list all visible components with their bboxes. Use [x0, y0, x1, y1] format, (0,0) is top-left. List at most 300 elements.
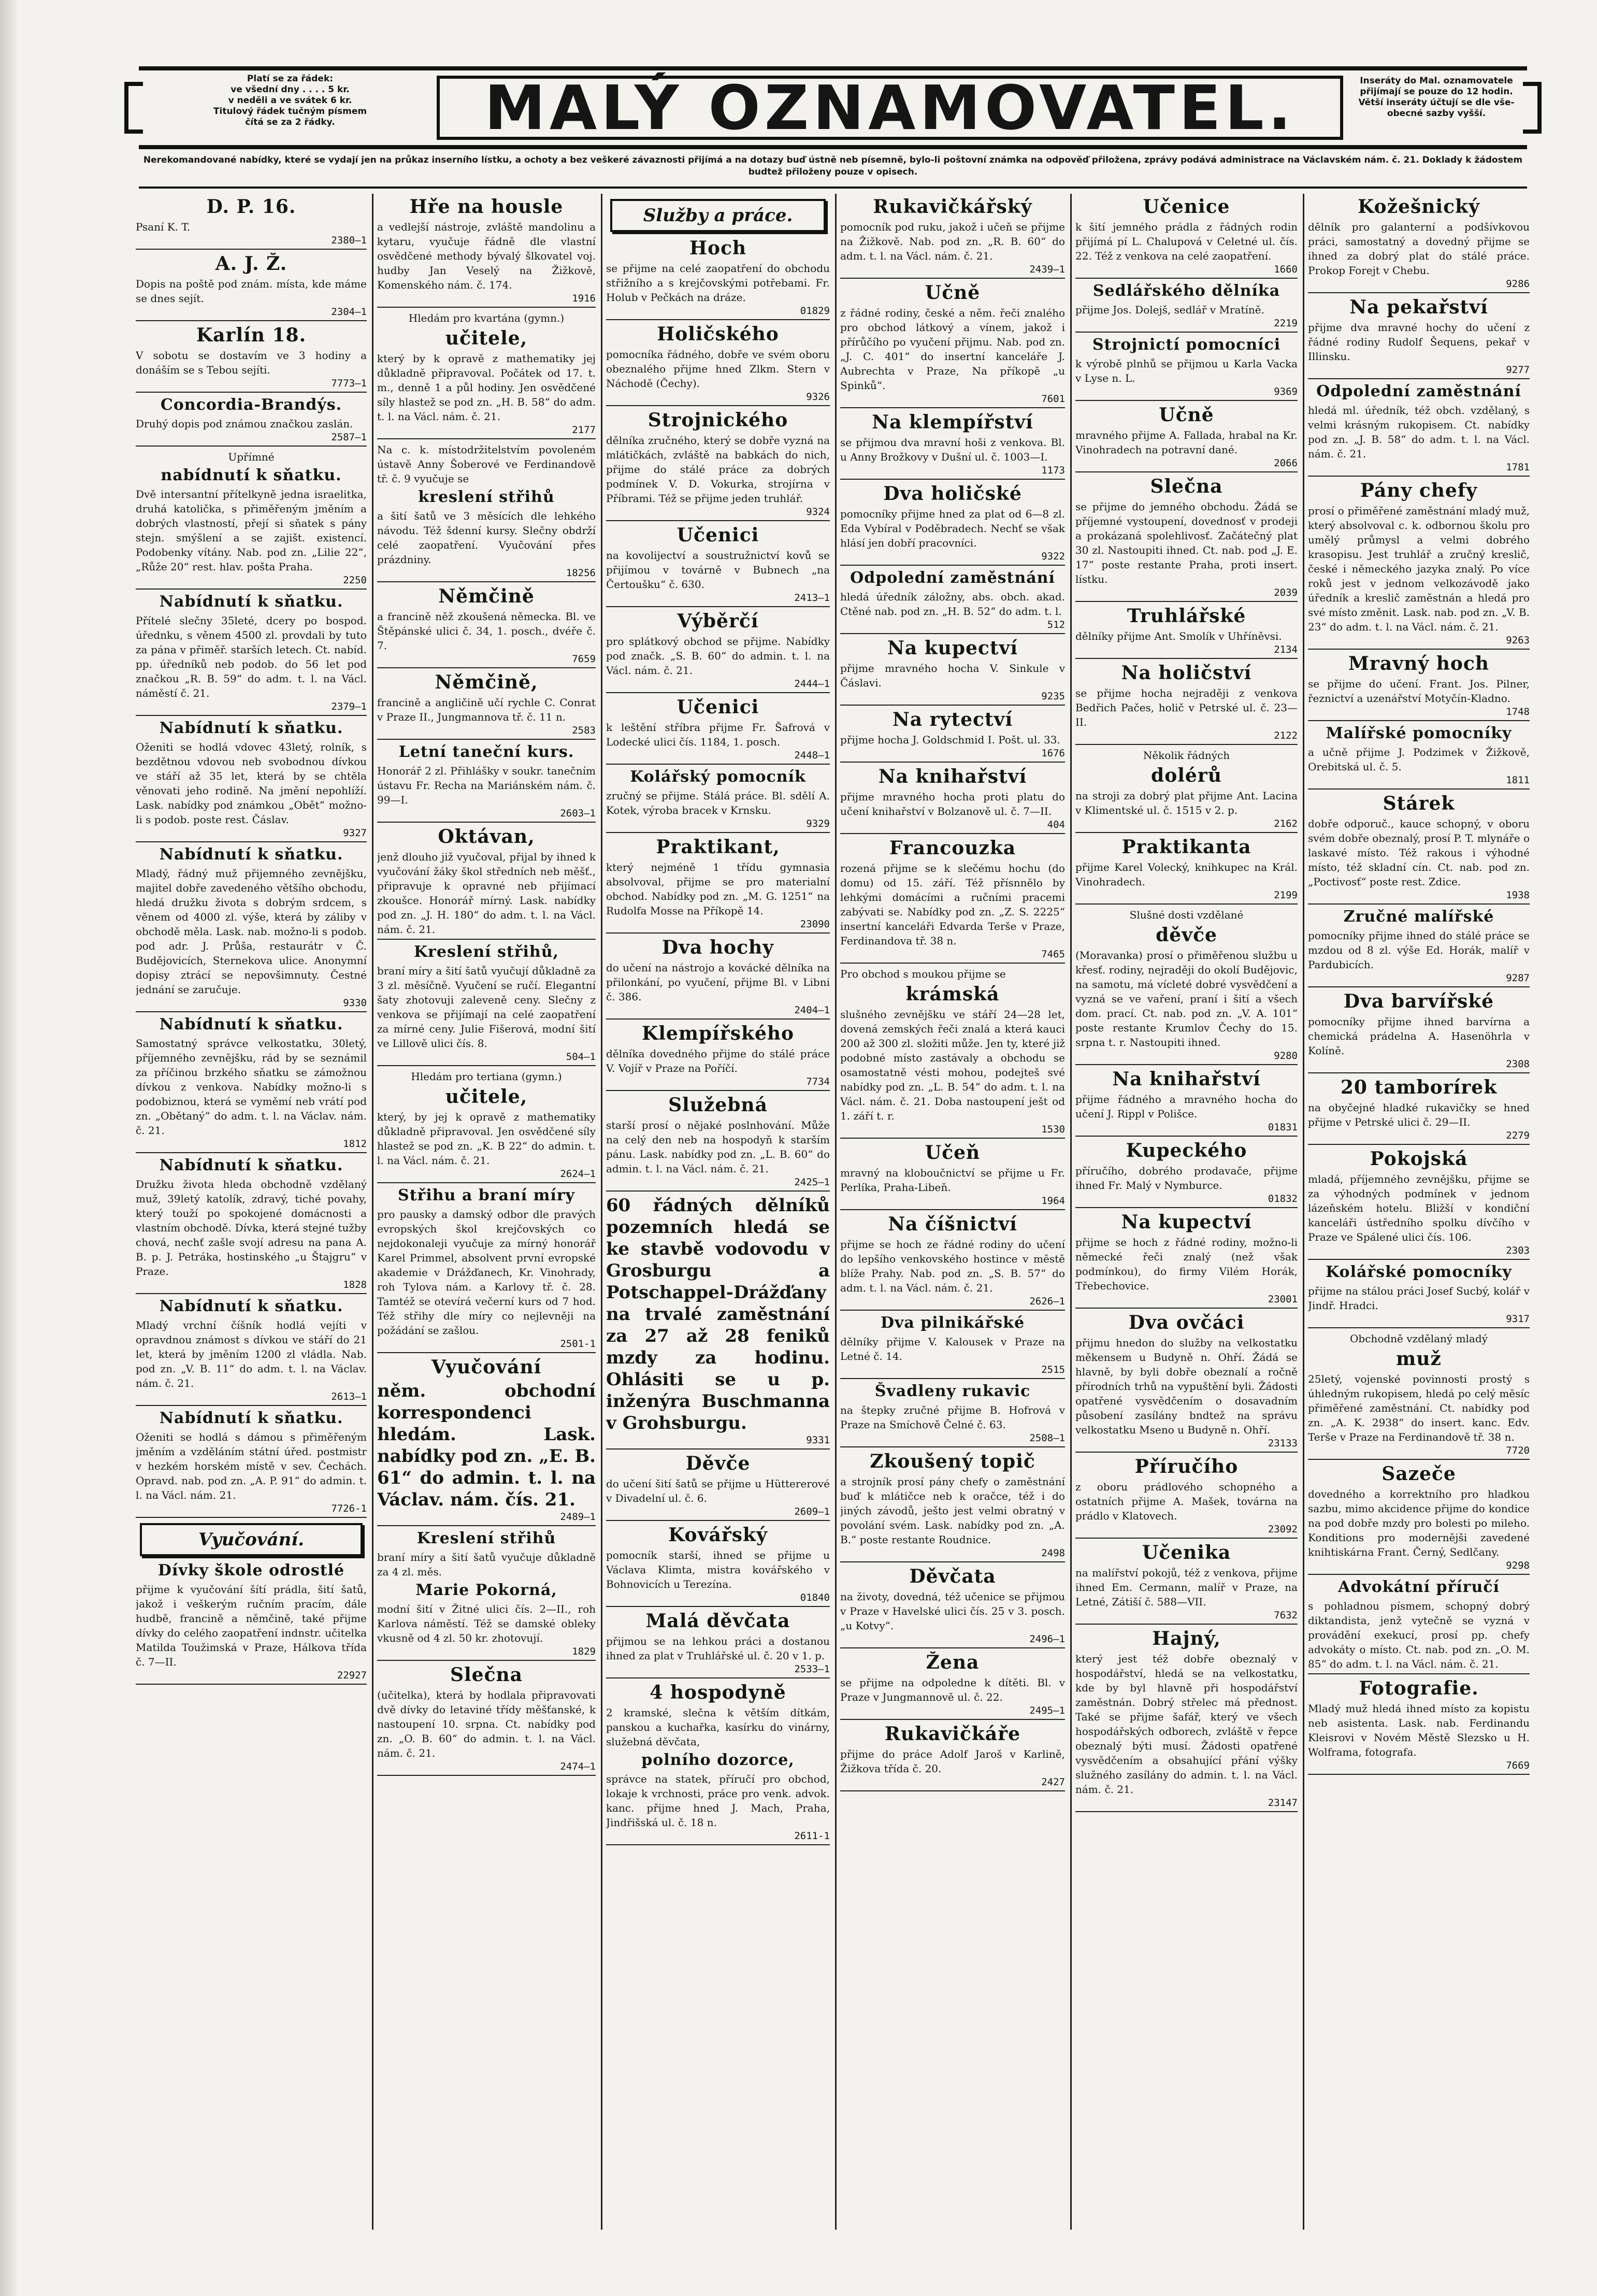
classified-ad: [136, 845, 367, 1012]
classified-ad: [377, 585, 596, 668]
ad-text: pomocník pod ruku, jakož i učeň se přijme na Žižkově. Nab. pod zn. „R. B. 60“ do adm. t. l. na Václ. nám. č. 21.: [840, 221, 1065, 262]
ad-heading: Advokátní příručí: [1338, 1578, 1500, 1596]
ad-heading: Kupeckého: [1126, 1140, 1247, 1161]
ad-text: na stroji za dobrý plat přijme Ant. Lacina v Klimentské ul. č. 1515 v 2. p.: [1075, 790, 1298, 816]
classified-ad: [1308, 724, 1530, 790]
ad-heading: Výběrčí: [677, 610, 759, 632]
ad-number-row: [1075, 889, 1298, 901]
ad-number-row: [606, 1591, 830, 1604]
ad-reference-number: 9235: [1041, 691, 1065, 702]
ad-number-row: [1075, 643, 1298, 656]
classified-ad: [1075, 1456, 1298, 1539]
ad-heading: Rukavičkáře: [884, 1723, 1020, 1745]
ad-number-row: [136, 306, 367, 318]
page-edge: [0, 0, 17, 2296]
ad-reference-number: 2587—1: [331, 432, 367, 443]
ad-reference-number: 2413—1: [794, 592, 830, 604]
pricing-line: Platí se za řádek:: [247, 74, 334, 84]
section-heading: Služby a práce.: [610, 199, 826, 232]
ad-reference-number: 2425—1: [794, 1176, 830, 1188]
column-divider: [835, 194, 837, 2230]
ad-text: braní míry a šití šatů vyučuje důkladně za 4 zl. měs.: [377, 1551, 596, 1578]
ad-text: správce na statek, příručí pro obchod, lokaje k vrchnosti, práce pro venk. advok. kanc. přijme hned J. Mach, Praha, Jindřišská ul. č. 18 n.: [606, 1773, 830, 1829]
classified-ad: [1308, 296, 1530, 379]
ad-text: se přijme do učení. Frant. Jos. Pilner, řeznictví a uzenářství Motyčín-Kladno.: [1308, 678, 1530, 705]
ad-reference-number: 2303: [1506, 1245, 1530, 1256]
ad-heading: Sedlářského dělníka: [1092, 282, 1281, 300]
column-6: [1308, 194, 1530, 2235]
classified-ad: [606, 1682, 830, 1845]
ad-number-row: [840, 948, 1065, 960]
ad-text: dělníky přijme Ant. Smolík v Uhříněvsi.: [1075, 630, 1282, 642]
column-divider: [1070, 194, 1072, 2230]
ad-heading: Nabídnutí k sňatku.: [159, 845, 343, 864]
ad-number-row: [840, 1195, 1065, 1207]
ad-heading: Učně: [925, 282, 981, 304]
ad-text: přijme mravného hocha V. Sinkule v Čáslavi.: [840, 662, 1065, 689]
ad-number-row: [606, 918, 830, 930]
classified-ad: [377, 1664, 596, 1776]
classified-ad: [606, 937, 830, 1020]
classified-ad: [840, 837, 1065, 964]
ad-number-row: [1075, 1121, 1298, 1133]
ad-heading: Kovářský: [668, 1524, 768, 1546]
ad-number-row: [136, 700, 367, 713]
masthead-title-box: [437, 72, 1343, 144]
ad-reference-number: 22927: [337, 1670, 367, 1681]
classified-ad: [377, 196, 596, 308]
ad-number-row: [1308, 706, 1530, 718]
ad-text: 25letý, vojenské povinnosti prostý s úhledným rukopisem, hledá po celý měsíc přiměřené zaměstnání. Ct. nabídky pod zn. „A. K. 2938“ do insert. kanc. Edv. Terše v Praze na Ferdinandově tř. 38 n.: [1308, 1373, 1530, 1443]
ad-heading: Na číšnictví: [888, 1213, 1017, 1235]
ad-heading: Hajný,: [1152, 1628, 1221, 1649]
classified-ad: [840, 569, 1065, 634]
ad-reference-number: 1748: [1506, 706, 1530, 718]
classified-ad: [1075, 1542, 1298, 1625]
ad-text: Oženiti se hodlá s dámou s přiměřeným jměním a vzděláním státní úřed. postmistr v hezkém horském místě v sev. Čechách. Opravd. nab. pod zn. „A. P. 91“ do admin. t. l. na Václ. nám. 21.: [136, 1431, 367, 1501]
column-divider: [601, 194, 602, 2230]
ad-reference-number: 2404—1: [794, 1005, 830, 1016]
classified-ad: [606, 1610, 830, 1678]
ad-text: jenž dlouho již vyučoval, přijal by ihned k vyučování žáky škol středních neb měšť., připravuje k opravné neb přijímací zkoušce. Honorář mírný. Lask. nabídky pod zn. „J. H. 180“ do adm. t. l. na Václ. nám. č. 21.: [377, 851, 596, 936]
classified-ad: [840, 282, 1065, 408]
column-5: [1075, 194, 1298, 2235]
ad-text: se přijme na odpoledne k dítěti. Bl. v Praze v Jungmannově ul. č. 22.: [840, 1676, 1065, 1703]
ad-reference-number: 2501-1: [560, 1338, 596, 1350]
ad-reference-number: 2515: [1041, 1364, 1065, 1375]
ad-number-row: [136, 827, 367, 839]
ad-heading: Děvče: [685, 1453, 751, 1474]
ad-heading: Malířské pomocníky: [1326, 724, 1512, 742]
ad-reference-number: 2427: [1041, 1776, 1065, 1788]
ad-reference-number: 1938: [1506, 889, 1530, 901]
ad-heading: Na knihařství: [878, 766, 1027, 787]
ad-heading: děvče: [1156, 924, 1217, 946]
classified-ad: [1075, 282, 1298, 333]
ad-text: na malířství pokojů, též z venkova, přijme ihned Em. Cermann, malíř v Praze, na Letné, Zátiší č. 588—VII.: [1075, 1567, 1298, 1608]
ad-reference-number: 2304—1: [331, 306, 367, 318]
ad-reference-number: 9286: [1506, 278, 1530, 290]
ad-heading: muž: [1396, 1348, 1442, 1370]
ad-heading: Zručné malířské: [1343, 908, 1494, 926]
ad-number-row: [1308, 364, 1530, 376]
ad-heading: Nabídnutí k sňatku.: [159, 719, 343, 737]
pricing-line: ve všední dny . . . . 5 kr.: [231, 84, 350, 95]
classified-ad: [840, 1314, 1065, 1379]
ad-text: který by k opravě z mathematiky jej důkladně připravoval. Počátek od 17. t. m., denně 1 a půl hodiny. Jen osvědčené síly hlastež se pod zn. „H. B. 58“ do adm. t. l. na Václ. nám. č. 21.: [377, 352, 596, 423]
ad-number-row: [1308, 774, 1530, 786]
ad-number-row: [1075, 586, 1298, 599]
ad-text: Samostatný správce velkostatku, 30letý, příjemného zevnějšku, rád by se seznámil za příčinou brzkého sňatku se zámožnou dívkou z venkova. Nabídky možno-li s podobiznou, která se vyměmí neb vrátí pod zn. „Obětaný“ do adm. t. l. na Václav. nám. č. 21.: [136, 1037, 367, 1137]
classified-ad: [136, 1015, 367, 1153]
ad-number-row: [136, 1502, 367, 1515]
ad-heading: 20 tamborírek: [1340, 1077, 1498, 1098]
ad-heading: Dívky škole odrostlé: [157, 1561, 345, 1580]
classified-ad: [840, 196, 1065, 279]
ad-reference-number: 1530: [1041, 1124, 1065, 1135]
ad-reference-number: 9317: [1506, 1313, 1530, 1325]
ad-number-row: [606, 1075, 830, 1088]
ad-number-row: [136, 1390, 367, 1403]
section-heading: Vyučování.: [140, 1523, 363, 1556]
ad-text: zručný se přijme. Stálá práce. Bl. sdělí A. Kotek, výroba bracek v Krnsku.: [606, 790, 830, 816]
ad-text: přijme Jos. Dolejš, sedlář v Mratíně.: [1075, 304, 1264, 316]
classified-ad: [1075, 1068, 1298, 1137]
ad-text: přijme na stálou práci Josef Sucbý, kolář v Jindř. Hradci.: [1308, 1285, 1530, 1312]
ad-number-row: [606, 678, 830, 690]
ad-text: přijme se hoch ze řádné rodiny do učení do lepšího venkovského hostince v městě blíže Prahy. Nab. pod zn. „S. B. 57“ do adm. t. l. na Václ. nám. č. 21.: [840, 1238, 1065, 1294]
column-1: [136, 194, 367, 2235]
ad-heading: Malá děvčata: [645, 1610, 790, 1632]
ad-text: a učně přijme J. Podzimek v Žižkově, Orebitská ul. č. 5.: [1308, 746, 1530, 773]
ad-text: z oboru prádlového schopného a ostatních přijme A. Mašek, továrna na prádlo v Klatovech.: [1075, 1481, 1298, 1522]
ad-number-row: [606, 506, 830, 518]
ad-number-row: [1075, 1193, 1298, 1205]
classified-ad: [606, 610, 830, 693]
column-4: [840, 194, 1065, 2235]
ad-heading: Na knihařství: [1112, 1068, 1261, 1090]
ad-reference-number: 1828: [343, 1279, 367, 1290]
ad-text: pomocníky přijme hned za plat od 6—8 zl. Eda Vybíral v Poděbradech. Nechť se však hlásí jen dobří pracovníci.: [840, 508, 1065, 549]
ad-reference-number: 2508—1: [1029, 1432, 1065, 1444]
classified-ad: [1308, 1148, 1530, 1260]
ad-heading: Hoch: [689, 237, 747, 259]
ad-text: pro splátkový obchod se přijme. Nabídky pod značk. „S. B. 60“ do admin. t. l. na Václ. nám. č. 21.: [606, 635, 830, 677]
classified-ad: [1075, 1140, 1298, 1208]
classified-ad: [840, 483, 1065, 566]
ad-text: pomocníka řádného, dobře ve svém oboru obeznalého přijme hned Zlkm. Stern v Náchodě (Čechy).: [606, 348, 830, 390]
ad-reference-number: 9331: [806, 1434, 830, 1446]
ad-number-row: [606, 1663, 830, 1675]
ad-heading: Oktávan,: [438, 826, 535, 848]
ad-text: do učení na nástrojo a kovácké dělníka na přilonkání, po vyučení, přijme Bl. v Libni č. 386.: [606, 962, 830, 1003]
ad-reference-number: 01829: [800, 305, 830, 317]
classified-ad: [136, 324, 367, 393]
classified-ad: [840, 967, 1065, 1139]
ad-text: se přijmou dva mravní hoši z venkova. Bl. u Anny Brožkovy v Dušní ul. č. 1003—I.: [840, 436, 1065, 463]
ad-number-row: [606, 1434, 830, 1446]
ad-text: mravného přijme A. Fallada, hrabal na Kr. Vinohradech na potravní dané.: [1075, 429, 1298, 456]
ad-heading: dolérů: [1151, 765, 1222, 786]
ad-reference-number: 404: [1047, 819, 1065, 830]
classified-ad: [1075, 605, 1298, 659]
ad-number-row: [1308, 278, 1530, 290]
ad-number-row: [136, 1138, 367, 1150]
ad-reference-number: 504—1: [566, 1051, 596, 1063]
classified-ad: [136, 396, 367, 447]
ad-number-row: [377, 567, 596, 579]
ad-text: braní míry a šití šatů vyučují důkladně za 3 zl. měsíčně. Vyučení se ručí. Elegantní šaty zhotovuji zaleveně ceny. Slečny z venkova se přijímají na celé zaopatření za mírné ceny. Julie Fišerová, modní šití ve Lillově ulici čís. 8.: [377, 965, 596, 1050]
ad-text: přijme k vyučování šítí prádla, šití šatů, jakož i veškerým ručním pracím, dále hudbě, francině a němčině, také přijme dívky do celého zaopatření indnstr. učitelka Matilda Toužimská v Praze, Hálkova třída č. 7—II.: [136, 1583, 367, 1668]
ad-heading: A. J. Ž.: [215, 253, 287, 275]
classified-ad: [606, 768, 830, 833]
ad-reference-number: 2279: [1506, 1130, 1530, 1141]
ad-number-row: [840, 690, 1065, 702]
ad-text: dělníka dovedného přijme do stálé práce V. Vojíř v Praze na Poříčí.: [606, 1047, 830, 1074]
ad-number-row: [377, 653, 596, 665]
ad-reference-number: 2219: [1274, 318, 1298, 329]
ad-heading: Střihu a braní míry: [398, 1186, 575, 1204]
ad-text: přijme Karel Volecký, knihkupec na Král. Vinohradech.: [1075, 861, 1298, 888]
classified-ad: [1308, 793, 1530, 905]
ad-text: dělníky přijme V. Kalousek v Praze na Letné č. 14.: [840, 1336, 1065, 1362]
ad-heading: Učenici: [677, 524, 759, 546]
ad-number-row: [377, 1760, 596, 1773]
classified-ad: [606, 524, 830, 607]
ad-reference-number: 7659: [572, 653, 596, 665]
classified-ad: [840, 1566, 1065, 1648]
ad-heading: Praktikanta: [1121, 836, 1251, 858]
ad-heading: Na pekařství: [1349, 296, 1488, 318]
ad-reference-number: 7601: [1041, 393, 1065, 405]
ad-reference-number: 01831: [1268, 1122, 1298, 1133]
classified-ad: [136, 1156, 367, 1294]
ad-text: mravný na kloboučnictví se přijme u Fr. Perlíka, Praha-Libeň.: [840, 1167, 1065, 1194]
masthead-title: MALÝ OZNAMOVATEL.: [484, 72, 1296, 144]
ad-number-row: [1075, 1437, 1298, 1450]
ad-number-row: [840, 1295, 1065, 1308]
ad-reference-number: 1676: [1041, 748, 1065, 759]
ad-reference-number: 2199: [1274, 889, 1298, 901]
ad-text: pro pausky a damský odbor dle pravých evropských škol krejčovských co nejdokonaleji vyučuje za mírný honorář Karel Primmel, absolvent první evropské akademie v Drážďanech, Kr. Vinohrady, roh Tylova nám. a Karlovy tř. č. 28. Tamtéž se otevírá večerní kurs od 7 hod. Též střihy dle míry co nejlevněji na požádání se zašlou.: [377, 1208, 596, 1337]
ad-number-row: [840, 1364, 1065, 1376]
ad-reference-number: 9277: [1506, 364, 1530, 376]
classified-ad: [377, 743, 596, 823]
ad-text: hledá ml. úředník, též obch. vzdělaný, s velmi krásným rukopisem. Ct. nabídky pod zn. „J. B. 58“ do adm. t. l. na Václ. nám. č. 21.: [1308, 404, 1530, 460]
ad-number-row: [1308, 889, 1530, 901]
ad-reference-number: 7720: [1506, 1445, 1530, 1456]
ad-number-row: [1308, 634, 1530, 647]
classified-ad: [136, 593, 367, 716]
ad-text: na štepky zručné přijme B. Hofrová v Praze na Smíchově Čelné č. 63.: [840, 1404, 1065, 1431]
ad-text: a francině něž zkoušená německa. Bl. ve Štěpánské ulici č. 34, 1. posch., dvéře č. 7.: [377, 610, 596, 652]
classified-ad: [136, 1561, 367, 1685]
ad-heading: Na klempířství: [872, 411, 1033, 433]
classified-ad: [1075, 662, 1298, 745]
classified-ad: [1075, 1628, 1298, 1812]
classified-ad: [840, 1142, 1065, 1210]
ad-heading: Příručího: [1134, 1456, 1239, 1477]
ad-number-row: [606, 305, 830, 317]
insertion-line: obecné sazby vyšší.: [1387, 108, 1486, 119]
ad-heading: Nabídnutí k sňatku.: [159, 1015, 343, 1034]
ad-reference-number: 2611-1: [794, 1830, 830, 1842]
ad-reference-number: 9263: [1506, 635, 1530, 646]
column-divider: [372, 194, 373, 2230]
classified-ad: [377, 311, 596, 439]
classified-ad: [606, 1524, 830, 1607]
ad-reference-number: 2379—1: [331, 701, 367, 712]
ad-number-row: [840, 550, 1065, 563]
ad-number-row: [840, 819, 1065, 831]
ad-reference-number: 9329: [806, 818, 830, 829]
ad-heading: Nabídnutí k sňatku.: [159, 1297, 343, 1315]
classified-ad: [1308, 1677, 1530, 1775]
ad-text: k leštění stříbra přijme Fr. Šafrová v Lodecké ulici čís. 1184, 1. posch.: [606, 721, 830, 748]
ad-reference-number: 9287: [1506, 972, 1530, 984]
classified-ad: [377, 671, 596, 740]
classified-ad: [606, 1453, 830, 1521]
classified-ad: [377, 826, 596, 940]
ad-text: V sobotu se dostavím ve 3 hodiny a donáším se s Tebou sejíti.: [136, 349, 367, 376]
ad-number-row: [1075, 317, 1298, 329]
ad-number-row: [1075, 1523, 1298, 1536]
ad-number-row: [136, 234, 367, 247]
ad-number-row: [840, 1776, 1065, 1788]
ad-text: starší prosí o nějaké poslnhování. Může na celý den neb na hospodyň k starším pánu. Lask. nabídky pod zn. „L. B. 60“ do admin. t. l. na Václ. nám. č. 21.: [606, 1119, 830, 1175]
ad-number-row: [377, 724, 596, 737]
ad-heading: Francouzka: [889, 837, 1016, 859]
column-2: [377, 194, 596, 2235]
ad-reference-number: 2177: [572, 424, 596, 436]
ad-text: prosí o přiměřené zaměstnání mladý muž, který absolvoval c. k. odbornou školu pro umělý průmysl a velmi dobrého krasopisu. Jest truhlář a zručný kreslič, české i německého jazyka znalý. Po více roků jest v jednom velkozávodě jako úředník a kreslič zaměstnán a hledá pro své místo změnit. Lask. nab. pod zn. „V. B. 23“ do adm. t. l. na Václ. nám. č. 21.: [1308, 505, 1530, 633]
ad-heading: Na holičství: [1121, 662, 1252, 684]
masthead-rule: [139, 186, 1527, 189]
ad-reference-number: 7465: [1041, 949, 1065, 960]
insertion-line: Inseráty do Mal. oznamovatele: [1360, 76, 1513, 86]
pricing-line: v neděli a ve svátek 6 kr.: [228, 95, 352, 106]
ad-text: a šití šatů ve 3 měsících dle lehkého návodu. Též šdenní kursy. Slečny obdrží celé zaopatření. Vyučování přes prázdniny.: [377, 510, 596, 566]
ad-heading: Němčině: [438, 585, 535, 607]
ad-text: se přijme hocha nejraději z venkova Bedřich Pačes, holič v Petrské ul. č. 23—II.: [1075, 687, 1298, 728]
classified-ad: [606, 836, 830, 934]
ad-heading: Odpolední zaměstnání: [850, 569, 1055, 587]
classified-ad: [1075, 836, 1298, 905]
ad-reference-number: 2474—1: [560, 1761, 596, 1772]
ad-text: se přijme do jemného obchodu. Žádá se příjemné vystoupení, dovednosť v prodeji a prokázaná spolehlivosť. Začátečný plat 30 zl. Nastoupiti ihned. Ct. nab. pod „J. E. 17“ poste restante Praha, proti insert. lístku.: [1075, 500, 1298, 585]
ad-number-row: [136, 1669, 367, 1682]
ad-reference-number: 1173: [1041, 465, 1065, 476]
ad-text: k výrobě plnhů se přijmou u Karla Vacka v Lyse n. L.: [1075, 357, 1298, 384]
ad-heading: Kreslení střihů,: [413, 943, 559, 961]
ad-reference-number: 1660: [1274, 264, 1298, 275]
ad-heading: Vyučování: [431, 1356, 542, 1378]
ad-number-row: [1308, 1244, 1530, 1257]
classified-ad: [1308, 991, 1530, 1073]
ad-text: a strojník prosí pány chefy o zaměstnání buď k mlátičce neb k oračce, též i do jiných závodů, ješto jest velmi obratný v povolání svém. Lask. nabídky pod zn. „A. B.“ poste restante Roudnice.: [840, 1475, 1065, 1546]
ad-heading: Učně: [1159, 404, 1214, 426]
ad-number-row: [606, 817, 830, 830]
ad-text: přijmu hnedon do služby na velkostatku měkensem u Budyně n. Ohří. Žádá se hlavně, by byli dobře obeznalí a ročně přírodních trhů na vypuštění byli. Žádosti opatřené vysvědčením o dosavadním působení zasílány bndtež na správu velkostatku Mseno u Budyně n. Ohří.: [1075, 1337, 1298, 1436]
classified-ad: [606, 237, 830, 320]
classified-ad: [136, 196, 367, 250]
ad-heading: Letní taneční kurs.: [398, 743, 574, 761]
classified-ad: [840, 1652, 1065, 1720]
ad-reference-number: 1964: [1041, 1195, 1065, 1207]
ad-number-row: [1075, 1609, 1298, 1621]
ad-text: k šití jemného prádla z řádných rodin přijímá pí L. Chalupová v Celetné ul. čís. 22. Též z venkova na celé zaopatření.: [1075, 221, 1298, 262]
ad-reference-number: 1829: [572, 1646, 596, 1657]
ad-reference-number: 1812: [343, 1138, 367, 1150]
ad-text: který jest též dobře obeznalý v hospodářství, hledá se na velkostatku, kde by byl hlavně při hospodářství zaměstnán. Dobrý střelec má přednost. Také se přijme šafář, který ve všech hospodářských odborech, zvláště v řepce obeznalý býti musí. Žádosti opatřené vysvědčením a obsahující přání výšky služného zasílány do admin. t. l. na Václ. nám. č. 21.: [1075, 1653, 1298, 1796]
ad-number-row: [840, 619, 1065, 631]
classified-ad: [1308, 908, 1530, 987]
ad-text: Dopis na poště pod znám. místa, kde máme se dnes sejít.: [136, 278, 367, 305]
ad-reference-number: 9280: [1274, 1050, 1298, 1061]
insertion-line: přijímají se pouze do 12 hodin.: [1360, 87, 1513, 97]
classified-ad: [1075, 908, 1298, 1065]
classified-ad: [840, 1723, 1065, 1791]
ad-heading: Sazeče: [1382, 1463, 1456, 1485]
ad-number-row: [136, 574, 367, 586]
ad-text: francině a angličině učí rychle C. Conrat v Praze II., Jungmannova tř. č. 11 n.: [377, 696, 596, 723]
ad-reference-number: 2624—1: [560, 1168, 596, 1180]
classified-ad: [840, 1451, 1065, 1562]
ad-text: pomocníky přijme ihned do stálé práce se mzdou od 8 zl. výše Ed. Horák, malíř v Pardubicích.: [1308, 929, 1530, 971]
ad-display-text: něm. obchodní korrespondenci hledám. Lask. nabídky pod zn. „E. B. 61“ do admin. t. l. na Václav. nám. čís. 21.: [377, 1381, 596, 1510]
classified-ad: [606, 696, 830, 765]
ad-heading: Nabídnutí k sňatku.: [159, 1409, 343, 1427]
classified-ad: [377, 943, 596, 1066]
classified-ad: [136, 253, 367, 321]
ad-reference-number: 2498: [1041, 1547, 1065, 1559]
ad-reference-number: 2489—1: [560, 1511, 596, 1523]
ad-heading: krámská: [905, 983, 1000, 1005]
ad-number-row: [840, 393, 1065, 405]
ad-number-row: [136, 377, 367, 390]
ad-heading: Kožešnický: [1358, 196, 1480, 218]
ad-text: (učitelka), která by hodlala připravovati dvě dívky do letaviné třídy měšťanské, k nastoupení 10. srpna. Ct. nabídky pod zn. „O. B. 60“ do admin. t. l. na Václ. nám. č. 21.: [377, 1689, 596, 1759]
pricing-line: čítá se za 2 řádky.: [245, 117, 335, 127]
ad-text: přijme se hoch z řádné rodiny, možno-li německé řeči znalý (než však podmínkou), do firmy Vilém Horák, Třebechovice.: [1075, 1236, 1298, 1292]
ad-number-row: [1308, 1058, 1530, 1070]
ad-reference-number: 2496—1: [1029, 1633, 1065, 1645]
ad-heading: Na kupectví: [1121, 1211, 1252, 1233]
ad-text: přijme dva mravné hochy do učení z řádné rodiny Rudolf Šequens, pekař v Illinsku.: [1308, 321, 1530, 363]
classified-ad: [1075, 336, 1298, 401]
classified-ad: [840, 709, 1065, 763]
ad-heading: Pány chefy: [1360, 480, 1478, 501]
ad-heading: Mravný hoch: [1348, 653, 1489, 675]
ad-heading: nabídnutí k sňatku.: [161, 466, 342, 484]
classified-ad: [1075, 1312, 1298, 1453]
classified-ad: [377, 1356, 596, 1526]
ad-reference-number: 512: [1047, 619, 1065, 630]
ad-heading: Kolářský pomocník: [630, 768, 806, 786]
classified-ad: [377, 1186, 596, 1353]
ad-text: přijme mravného hocha proti platu do učení knihařství v Bolzanově ul. č. 7—II.: [840, 791, 1065, 817]
ad-reference-number: 1781: [1506, 462, 1530, 473]
classified-ad: [1308, 1077, 1530, 1145]
ad-heading: Praktikant,: [656, 836, 780, 858]
ad-reference-number: 2448—1: [794, 750, 830, 761]
ad-number-row: [136, 1279, 367, 1291]
ad-number-row: [377, 807, 596, 820]
ad-number-row: [840, 1633, 1065, 1645]
ad-number-row: [377, 424, 596, 436]
ad-text: přijme řádného a mravného hocha do učení J. Rippl v Polišce.: [1075, 1093, 1298, 1120]
ad-heading: Klempířského: [641, 1023, 795, 1044]
